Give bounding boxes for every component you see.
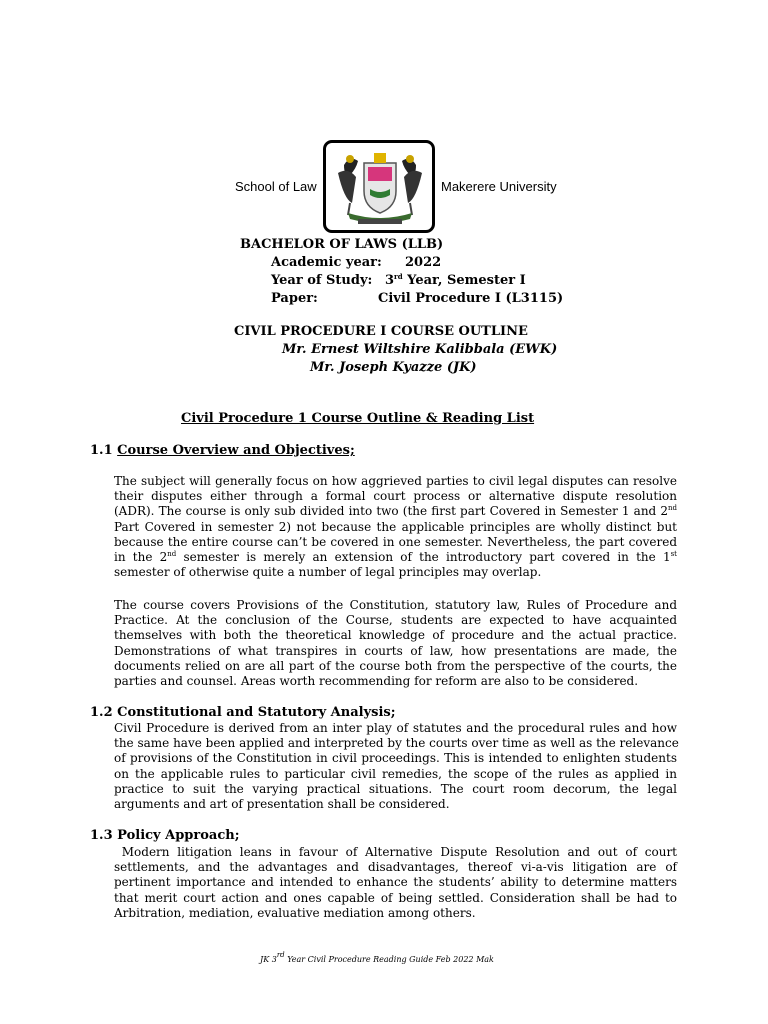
section-1-1-paragraph-2: The course covers Provisions of the Constitution, statutory law, Rules of Procedure and Practice. At the conclusion of the Course, students are expected to have acquainted themselves with both the theoretical knowledge of procedure and the actual practice. Demonstrations of what transpires in courts of law, how presentations are made, the documents relied on are all part of the course both from the perspective of the courts, the parties and counsel. Areas worth recommending for reform are also to be considered.: [114, 598, 677, 689]
year-of-study-label: Year of Study:: [271, 273, 373, 288]
lecturer-1: Mr. Ernest Wiltshire Kalibbala (EWK): [282, 342, 558, 357]
academic-year-value: 2022: [405, 255, 442, 270]
page-footer: JK 3rd Year Civil Procedure Reading Guide Feb 2022 Mak: [260, 951, 494, 964]
crest-icon: [330, 145, 430, 229]
university-crest-logo: [323, 140, 435, 233]
school-name: School of Law: [235, 179, 317, 194]
section-1-1-heading: 1.1 Course Overview and Objectives;: [90, 443, 355, 458]
paper-value: Civil Procedure I (L3115): [378, 291, 564, 306]
section-1-2-paragraph: Civil Procedure is derived from an inter play of statutes and the procedural rules and how the same have been applied and interpreted by the courts over time as well as the relevance of provisions of the Constitution in civil proceedings. This is intended to enlighten students on the applicable rules to particular civil remedies, the scope of the rules as applied in practice to suit the varying practical situations. The court room decorum, the legal arguments and art of presentation shall be considered.: [114, 721, 679, 812]
year-of-study-value: 3rd Year, Semester I: [385, 272, 526, 288]
section-1-3-heading: 1.3 Policy Approach;: [90, 828, 240, 843]
paper-label: Paper:: [271, 291, 318, 306]
document-heading: Civil Procedure 1 Course Outline & Reading List: [181, 411, 535, 426]
section-1-1-paragraph-1: The subject will generally focus on how aggrieved parties to civil legal disputes can resolve their disputes either through a formal court process or alternative dispute resolution (ADR). The course is only sub divided into two (the first part Covered in Semester 1 and 2nd Part Covered in semester 2) not because the applicable principles are wholly distinct but because the entire course can’t be covered in one semester. Nevertheless, the part covered in the 2nd semester is merely an extension of the introductory part covered in the 1st semester of otherwise quite a number of legal principles may overlap.: [114, 474, 677, 580]
degree-title: BACHELOR OF LAWS (LLB): [240, 237, 444, 252]
academic-year-label: Academic year:: [271, 255, 382, 270]
university-name: Makerere University: [441, 179, 557, 194]
section-1-2-heading: 1.2 Constitutional and Statutory Analysis;: [90, 705, 396, 720]
section-1-3-paragraph: Modern litigation leans in favour of Alternative Dispute Resolution and out of court settlements, and the advantages and disadvantages, thereof vi-a-vis litigation are of pertinent importance and intended to enhance the students’ ability to determine matters that merit court action and ones capable of being settled. Consideration shall be had to Arbitration, mediation, evaluative mediation among others.: [114, 845, 677, 920]
course-title: CIVIL PROCEDURE I COURSE OUTLINE: [234, 324, 528, 339]
lecturer-2: Mr. Joseph Kyazze (JK): [310, 360, 477, 375]
